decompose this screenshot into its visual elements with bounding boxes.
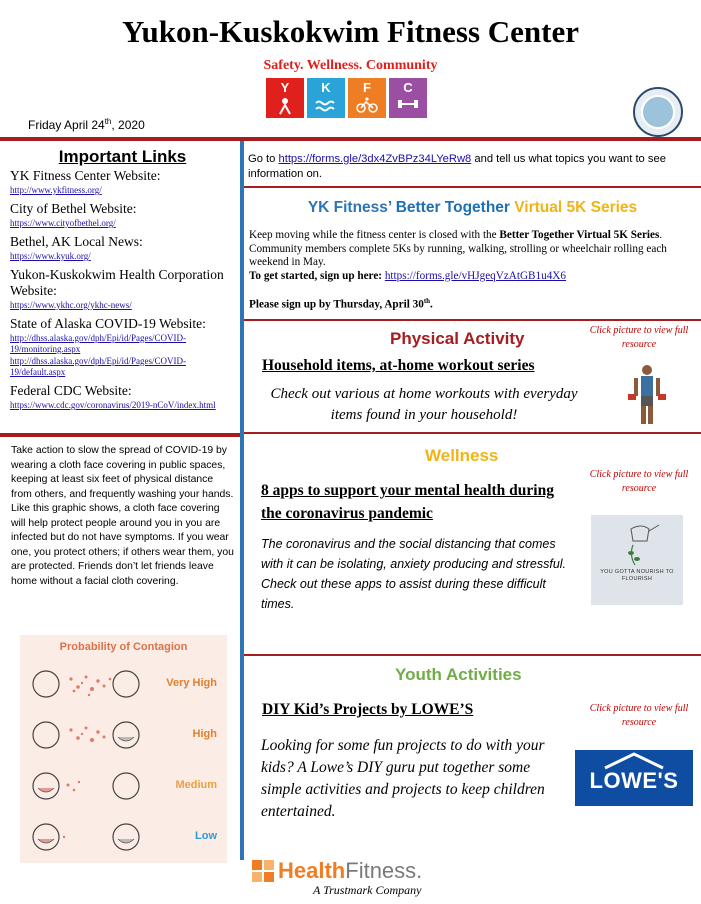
logo-letter-y: Y bbox=[280, 80, 290, 95]
house-roof-icon bbox=[575, 750, 693, 770]
contagion-row bbox=[20, 812, 227, 862]
level-medium: Medium bbox=[175, 779, 217, 791]
level-high: High bbox=[192, 728, 217, 740]
link-label: Bethel, AK Local News: bbox=[10, 234, 143, 249]
click-note: Click picture to view full resource bbox=[589, 325, 689, 350]
youth-article-title[interactable]: DIY Kid’s Projects by LOWE’S bbox=[262, 701, 474, 718]
issue-date: Friday April 24th, 2020 bbox=[28, 117, 145, 132]
link-label: Yukon-Kuskokwim Health Corporation Website: bbox=[10, 267, 224, 298]
seal-emblem bbox=[641, 95, 675, 129]
logo-letter-f: F bbox=[363, 80, 371, 95]
logo-tile-c bbox=[389, 78, 427, 118]
fivek-heading: YK Fitness’ Better Together Virtual 5K Series bbox=[307, 199, 638, 216]
level-very-high: Very High bbox=[166, 677, 217, 689]
divider-top bbox=[0, 137, 701, 141]
nourish-text: YOU GOTTA NOURISH TO FLOURISH bbox=[600, 569, 674, 582]
contagion-graphic bbox=[20, 635, 227, 863]
workout-person-thumbnail[interactable] bbox=[618, 360, 676, 428]
fivek-body: Keep moving while the fitness center is closed with the Better Together Virtual 5K Series. Community members complete 5Ks by running, walking, strolling or wheelchair rolling each weekend in May. To get started, sign up here: https://forms.gle/vHJgeqVzAtGB1u4X6 bbox=[249, 229, 667, 282]
topics-request: Go to https://forms.gle/3dx4ZvBPz34LYeRw8 and tell us what topics you want to see information on. bbox=[248, 153, 666, 180]
contagion-row bbox=[20, 710, 227, 760]
wellness-heading: Wellness bbox=[425, 446, 499, 465]
click-note: Click picture to view full resource bbox=[589, 469, 689, 494]
faces-very-high-icon bbox=[26, 659, 156, 709]
logo-tile-f bbox=[348, 78, 386, 118]
faces-medium-icon bbox=[26, 761, 156, 811]
link-item bbox=[10, 168, 238, 196]
divider-right-2 bbox=[244, 319, 701, 321]
link-label: YK Fitness Center Website: bbox=[10, 168, 161, 183]
covid-paragraph: Take action to slow the spread of COVID-19 by wearing a cloth face covering in public spaces, keeping at least six feet of physical distance from others, and frequently washing your hands. Like this graphic shows, a cloth face covering will help protect people around you in you are infected but do not have symptoms. If you wear one, you protect others; if others wear them, you are protected. Friends don’t let friends leave home without a facial cloth covering. bbox=[11, 445, 234, 587]
links-list bbox=[10, 168, 238, 416]
healthfitness-wordmark: HealthFitness. bbox=[278, 858, 423, 883]
ykfc-logo bbox=[266, 78, 427, 120]
divider-right-1 bbox=[244, 186, 701, 188]
logo-tile-k bbox=[307, 78, 345, 118]
lowes-logo-text: LOWE'S bbox=[589, 768, 679, 793]
fivek-signup-link[interactable]: https://forms.gle/vHJgeqVzAtGB1u4X6 bbox=[384, 269, 566, 282]
physical-activity-heading: Physical Activity bbox=[390, 329, 525, 348]
faces-low-icon bbox=[26, 812, 156, 862]
physical-article-desc: Check out various at home workouts with everyday items found in your household! bbox=[270, 386, 578, 423]
link-item bbox=[10, 201, 238, 229]
links-heading: Important Links bbox=[58, 147, 187, 166]
topics-form-link[interactable]: https://forms.gle/3dx4ZvBPz34LYeRw8 bbox=[278, 153, 472, 165]
logo-letter-k: K bbox=[321, 80, 331, 95]
link-item bbox=[10, 316, 238, 378]
link-label: Federal CDC Website: bbox=[10, 383, 132, 398]
faces-high-icon bbox=[26, 710, 156, 760]
link-url[interactable]: https://www.ykhc.org/ykhc-news/ bbox=[10, 300, 132, 310]
contagion-row bbox=[20, 761, 227, 811]
fivek-deadline: Please sign up by Thursday, April 30th. bbox=[249, 297, 433, 311]
link-label: State of Alaska COVID-19 Website: bbox=[10, 316, 206, 331]
healthfitness-mark-icon bbox=[252, 860, 274, 882]
wellness-article-title[interactable]: 8 apps to support your mental health during the coronavirus pandemic bbox=[261, 482, 554, 522]
link-url[interactable]: http://www.ykfitness.org/ bbox=[10, 185, 102, 195]
divider-left bbox=[0, 433, 240, 437]
link-url[interactable]: https://www.cityofbethel.org/ bbox=[10, 218, 116, 228]
link-url[interactable]: https://www.kyuk.org/ bbox=[10, 251, 91, 261]
level-low: Low bbox=[195, 830, 217, 842]
city-seal bbox=[633, 87, 683, 137]
link-label: City of Bethel Website: bbox=[10, 201, 137, 216]
healthfitness-logo bbox=[252, 858, 452, 884]
link-url[interactable]: http://dhss.alaska.gov/dph/Epi/id/Pages/COVID-19/default.aspx bbox=[10, 356, 186, 377]
youth-article-desc: Looking for some fun projects to do with your kids? A Lowe’s DIY guru put together some simple activities and projects to keep children entertained. bbox=[261, 737, 545, 820]
wellness-article-desc: The coronavirus and the social distancing that comes with it can be isolating, anxiety producing and stressful. Check out these apps to assist during these difficult times. bbox=[261, 537, 567, 611]
person-icon bbox=[276, 97, 294, 115]
link-url[interactable]: https://www.cdc.gov/coronavirus/2019-nCoV/index.html bbox=[10, 400, 216, 410]
contagion-title: Probability of Contagion bbox=[59, 641, 188, 653]
divider-right-4 bbox=[244, 654, 701, 656]
link-item bbox=[10, 234, 238, 262]
divider-right-3 bbox=[244, 432, 701, 434]
click-note: Click picture to view full resource bbox=[589, 703, 689, 728]
nourish-thumbnail[interactable] bbox=[591, 515, 683, 605]
page-title: Yukon-Kuskokwim Fitness Center bbox=[121, 14, 580, 49]
tagline: Safety. Wellness. Community bbox=[263, 58, 438, 73]
lowes-thumbnail[interactable] bbox=[575, 750, 693, 806]
link-item bbox=[10, 383, 238, 411]
logo-letter-c: C bbox=[403, 80, 413, 95]
cyclist-icon bbox=[356, 97, 378, 113]
link-url[interactable]: http://dhss.alaska.gov/dph/Epi/id/Pages/COVID-19/monitoring.aspx bbox=[10, 333, 186, 354]
link-item bbox=[10, 267, 238, 311]
water-wave-icon bbox=[315, 97, 337, 113]
logo-tile-y bbox=[266, 78, 304, 118]
watering-can-icon bbox=[591, 515, 683, 569]
youth-heading: Youth Activities bbox=[395, 665, 522, 684]
footer-tagline: A Trustmark Company bbox=[313, 883, 422, 897]
contagion-row bbox=[20, 659, 227, 709]
column-divider bbox=[240, 141, 244, 860]
physical-article-title[interactable]: Household items, at-home workout series bbox=[262, 357, 535, 374]
dumbbell-icon bbox=[397, 97, 419, 111]
